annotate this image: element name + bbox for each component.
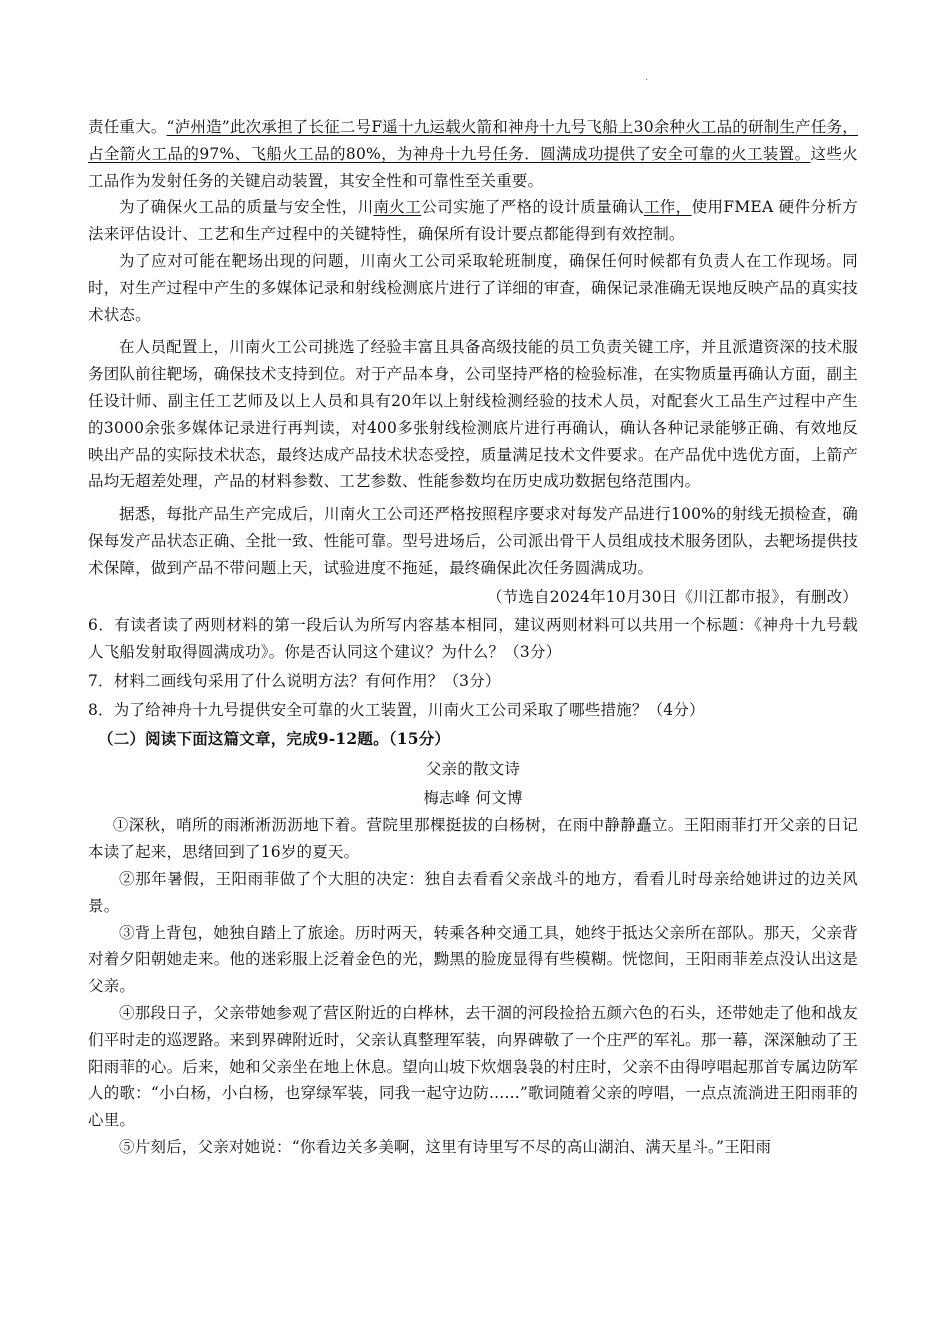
p1-part-c: 公司实施了严格的设计质量确认	[421, 198, 644, 217]
section-heading: （二）阅读下面这篇文章，完成9-12题。（15分）	[98, 728, 451, 748]
material2-paragraph-3: 在人员配置上，川南火工公司挑选了经验丰富且具备高级技能的员工负责关键工序，并且派遣资深的技术服务团队前往靶场，确保技术支持到位。对于产品本身，公司坚持严格的检验标准，在实物质量再确认方面，副主任设计师、副主任工艺师及以上人员和具有20年以上射线检测经验的技术人员，对配套火工品生产过程中产生的3000余张多媒体记录进行再判读，对400多张射线检测底片进行再确认，确认各种记录能够正确、有效地反映出产品的实际技术状态，最终达成产品技术状态受控，质量满足技术文件要求。在产品优中选优方面，上箭产品均无超差处理，产品的材料参数、工艺参数、性能参数均在历史成功数据包络范围内。	[88, 338, 858, 491]
p1-part-a: 为了确保火工品的质量与安全性，川	[119, 198, 374, 217]
question-8: 8．为了给神舟十九号提供安全可靠的火工装置，川南火工公司采取了哪些措施？（4分）	[88, 700, 705, 719]
header-mark: .	[645, 72, 649, 83]
material2-paragraph-4: 据悉，每批产品生产完成后，川南火工公司还严格按照程序要求对每发产品进行100%的射线无损检查，确保每发产品状态正确、全批一致、性能可靠。型号进场后，公司派出骨干人员组成技术服务团队，去靶场提供技术保障，做到产品不带问题上天，试验进度不拖延，最终确保此次任务圆满成功。	[88, 505, 858, 577]
question-6: 6．有读者读了两则材料的第一段后认为所写内容基本相同，建议两则材料可以共用一个标题：《神舟十九号载人飞船发射取得圆满成功》。你是否认同这个建议？为什么？（3分）	[88, 616, 858, 662]
material2-paragraph-2: 为了应对可能在靶场出现的问题，川南火工公司采取轮班制度，确保任何时候都有负责人在工作现场。同时，对生产过程中产生的多媒体记录和射线检测底片进行了详细的审查，确保记录准确无误地反映产品的真实技术状态。	[88, 251, 858, 324]
p0-lead: 责任重大。	[88, 118, 167, 136]
p1-part-e: 使用FMEA 硬件分析方法来评估设计、工艺和生产过程中的关键特性，确保所有设计要点都能得到有效控制。	[88, 198, 858, 244]
article-paragraph-5: ⑤片刻后，父亲对她说：“你看边关多美啊，这里有诗里写不尽的高山湖泊、满天星斗。”王阳雨	[119, 1137, 772, 1156]
document-content	[88, 114, 858, 1161]
question-7: 7．材料二画线句采用了什么说明方法？有何作用？（3分）	[88, 671, 501, 690]
material2-paragraph-1	[88, 194, 858, 248]
material2-paragraph-0	[88, 114, 858, 194]
article-author: 梅志峰 何文博	[423, 789, 523, 808]
article-paragraph-3: ③背上背包，她独自踏上了旅途。历时两天，转乘各种交通工具，她终于抵达父亲所在部队。那天，父亲背对着夕阳朝她走来。他的迷彩服上泛着金色的光，黝黑的脸庞显得有些模糊。恍惚间，王阳雨菲差点没认出这是父亲。	[88, 923, 858, 996]
article-paragraph-4: ④那段日子，父亲带她参观了营区附近的白桦林，去干涸的河段捡拾五颜六色的石头，还带她走了他和战友们平时走的巡逻路。来到界碑附近时，父亲认真整理军装，向界碑敬了一个庄严的军礼。那一幕，深深触动了王阳雨菲的心。后来，她和父亲坐在地上休息。望向山坡下炊烟袅袅的村庄时，父亲不由得哼唱起那首专属边防军人的歌：“小白杨，小白杨，也穿绿军装，同我一起守边防......”歌词随着父亲的哼唱，一点点流淌进王阳雨菲的心里。	[88, 1003, 858, 1130]
p1-underlined-d: 工作，	[643, 198, 692, 217]
underlined-sentence: “泸州造”此次承担了长征二号F遥十九运载火箭和神舟十九号飞船上30余种火工品的研制生产任务，占全箭火工品的97%、飞船火工品的80%，为神舟十九号任务．圆满成功提供了安全可靠的火工装置。	[88, 118, 858, 163]
article-title: 父亲的散文诗	[425, 760, 521, 779]
article-paragraph-2: ②那年暑假，王阳雨菲做了个大胆的决定：独自去看看父亲战斗的地方，看看儿时母亲给她讲过的边关风景。	[88, 869, 858, 915]
p0-tail: 这些火工品作为发射任务的关键启动装置，其安全性和可靠性至关重要。	[88, 144, 858, 190]
article-paragraph-1: ①深秋，哨所的雨淅淅沥沥地下着。营院里那棵挺拔的白杨树，在雨中静静矗立。王阳雨菲打开父亲的日记本读了起来，思绪回到了16岁的夏天。	[88, 816, 858, 862]
p1-underlined-b: 南火工	[373, 198, 422, 217]
source-citation: （节选自2024年10月30日《川江都市报》，有删改）	[486, 587, 858, 606]
